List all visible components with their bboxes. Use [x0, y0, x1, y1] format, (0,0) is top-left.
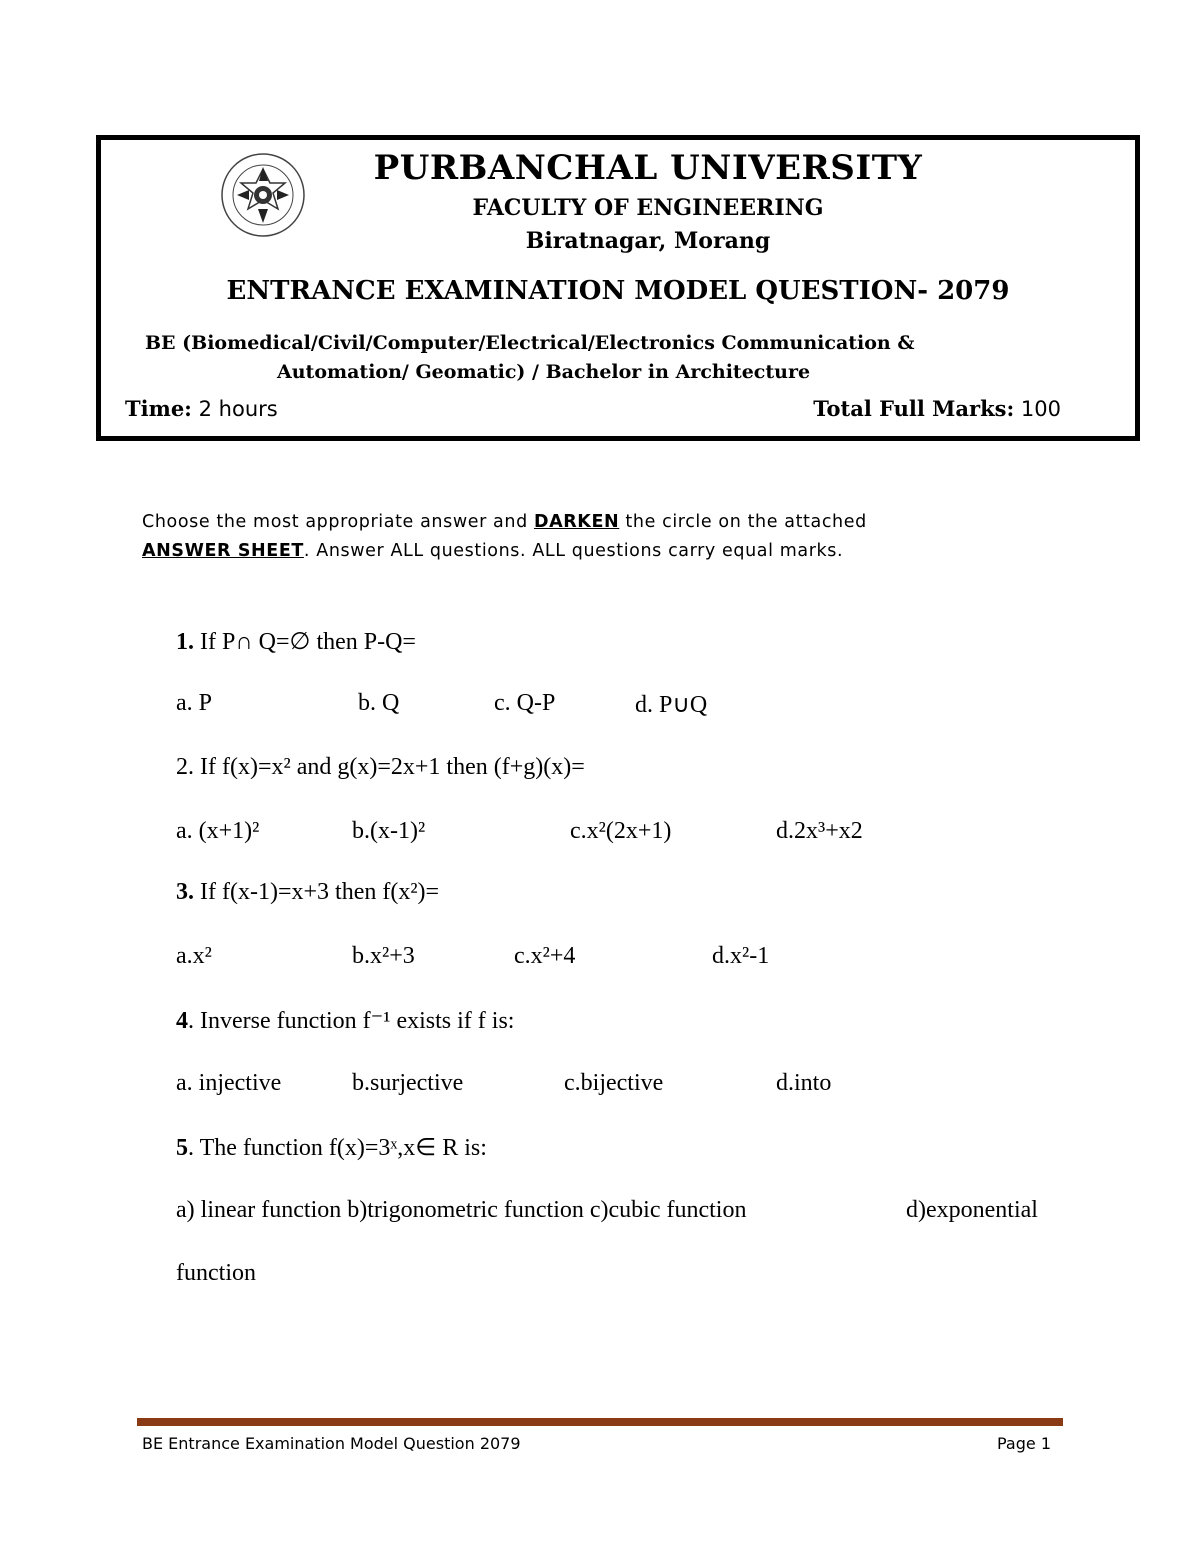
option-2a: a. (x+1)²	[176, 818, 260, 844]
question-1	[176, 627, 416, 656]
question-4	[176, 1006, 514, 1035]
option-5d: d)exponential	[906, 1197, 1038, 1223]
instructions-part-3: . Answer ALL questions. ALL questions carry equal marks.	[303, 541, 844, 561]
question-number: 5	[176, 1135, 188, 1161]
option-4a: a. injective	[176, 1070, 282, 1096]
question-3	[176, 879, 439, 906]
question-number: 3.	[176, 879, 194, 905]
option-2b: b.(x-1)²	[352, 818, 426, 844]
exam-title: ENTRANCE EXAMINATION MODEL QUESTION- 2079	[226, 276, 1010, 306]
instructions-darken: DARKEN	[533, 512, 620, 532]
option-4d: d.into	[776, 1070, 832, 1096]
option-5a-c: a) linear function b)trigonometric function c)cubic function	[176, 1197, 747, 1223]
option-5d-continued: function	[176, 1260, 256, 1286]
option-1d: d. P∪Q	[635, 692, 708, 718]
instructions-answer-sheet: ANSWER SHEET	[142, 541, 304, 561]
option-3b: b.x²+3	[352, 943, 415, 969]
option-3a: a.x²	[176, 943, 212, 969]
question-number: 4	[176, 1008, 188, 1034]
question-text: If P∩ Q=∅ then P-Q=	[194, 629, 416, 655]
faculty-name: FACULTY OF ENGINEERING	[472, 195, 824, 221]
marks-value: 100	[1020, 397, 1061, 421]
instructions-part-2: the circle on the attached	[619, 512, 867, 532]
marks-label: Total Full Marks:	[813, 396, 1015, 421]
question-text: If f(x-1)=x+3 then f(x²)=	[194, 879, 440, 905]
page-number: Page 1	[997, 1434, 1051, 1453]
option-4b: b.surjective	[352, 1070, 464, 1096]
question-text: If f(x)=x² and g(x)=2x+1 then (f+g)(x)=	[194, 754, 585, 780]
option-2d: d.2x³+x2	[776, 818, 863, 844]
footer-divider	[137, 1418, 1063, 1426]
marks-info	[813, 396, 1061, 421]
program-line-1: BE (Biomedical/Civil/Computer/Electrical/Electronics Communication &	[145, 332, 915, 354]
option-1a: a. P	[176, 690, 212, 716]
option-1c: c. Q-P	[494, 690, 556, 716]
location: Biratnagar, Morang	[525, 228, 771, 254]
option-2c: c.x²(2x+1)	[570, 818, 672, 844]
question-number: 2.	[176, 754, 194, 780]
instructions-part-1: Choose the most appropriate answer and	[142, 512, 534, 532]
time-value: 2 hours	[198, 397, 278, 421]
time-label: Time:	[125, 396, 192, 421]
footer-title: BE Entrance Examination Model Question 2079	[142, 1434, 521, 1453]
time-info	[125, 396, 278, 421]
option-4c: c.bijective	[564, 1070, 664, 1096]
question-text: . Inverse function f⁻¹ exists if f is:	[188, 1008, 515, 1034]
program-line-2: Automation/ Geomatic) / Bachelor in Architecture	[277, 361, 811, 383]
option-3d: d.x²-1	[712, 943, 770, 969]
question-text: . The function f(x)=3ˣ,x∈ R is:	[188, 1135, 487, 1161]
option-1b: b. Q	[358, 690, 400, 716]
university-name: PURBANCHAL UNIVERSITY	[373, 148, 923, 188]
question-5	[176, 1133, 487, 1162]
instructions	[142, 508, 1042, 566]
header-box	[96, 135, 1140, 441]
question-number: 1.	[176, 629, 194, 655]
question-2	[176, 754, 585, 781]
option-3c: c.x²+4	[514, 943, 576, 969]
